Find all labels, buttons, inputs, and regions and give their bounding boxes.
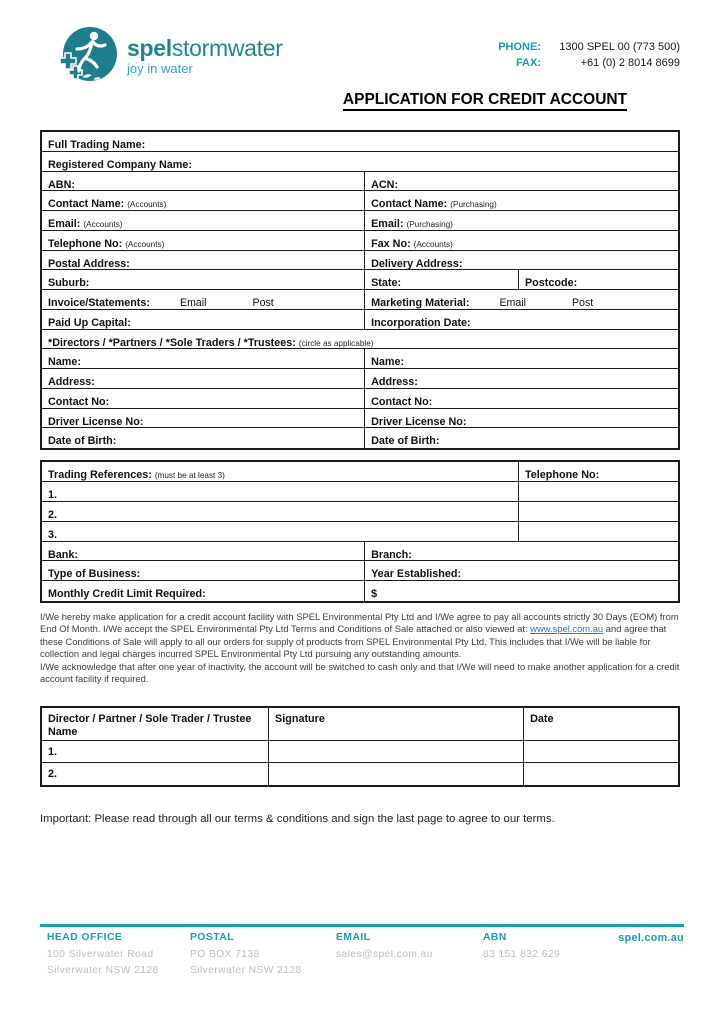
field-director2-address[interactable]: Address: [371,376,418,388]
company-logo [56,25,283,87]
field-abn[interactable]: ABN: [42,172,365,191]
table-row [42,290,678,310]
field-bank[interactable]: Bank: [42,542,365,561]
field-state[interactable]: State: [365,270,519,289]
field-branch[interactable]: Branch: [371,548,412,561]
table-row [42,428,678,448]
footer-email: EMAIL sales@spel.com.au [336,932,433,960]
field-marketing-material: Marketing Material: Email Post [371,297,594,309]
footer-abn-value: 83 151 832 629 [483,949,561,960]
field-signatory-2-signature[interactable] [269,763,524,785]
field-email-accounts[interactable]: Email: (Accounts) [42,211,365,230]
footer-divider [40,924,684,927]
field-suburb[interactable]: Suburb: [42,270,365,289]
field-reference-2[interactable]: 2. [42,502,519,521]
marketing-post-option[interactable]: Post [571,297,594,309]
table-row [42,581,678,601]
trading-references-header: Trading References: (must be at least 3) [42,462,519,481]
field-contact-name-accounts[interactable]: Contact Name: (Accounts) [42,191,365,210]
table-row [42,409,678,429]
logo-wordmark [127,36,283,76]
field-email-purchasing[interactable]: Email: (Purchasing) [371,218,453,230]
table-row [42,561,678,581]
field-signatory-1-name[interactable]: 1. [42,741,269,762]
field-telephone-accounts[interactable]: Telephone No: (Accounts) [42,231,365,250]
footer-abn: ABN 83 151 832 629 [483,932,561,960]
logo-tagline: joy in water [127,61,193,76]
table-row [42,172,678,192]
table-row [42,270,678,290]
table-row [42,542,678,562]
footer-postal: POSTAL PO BOX 7138 Silverwater NSW 2128 [190,932,302,976]
table-row [42,522,678,542]
field-director2-contact-no[interactable]: Contact No: [371,395,433,408]
logo-text-stormwater: stormwater [171,35,283,61]
important-note: Important: Please read through all our terms & conditions and sign the last page to agree to our terms. [40,813,555,825]
field-registered-company-name[interactable]: Registered Company Name: [48,158,192,171]
invoice-post-option[interactable]: Post [252,297,274,309]
field-postal-address[interactable]: Postal Address: [42,251,365,270]
field-incorporation-date[interactable]: Incorporation Date: [371,316,471,329]
references-telephone-header: Telephone No: [525,469,600,481]
field-full-trading-name[interactable]: Full Trading Name: [48,139,146,151]
field-director1-date-of-birth[interactable]: Date of Birth: [42,428,365,448]
table-row [42,369,678,389]
field-reference-1-phone[interactable] [519,482,678,501]
field-signatory-2-name[interactable]: 2. [42,763,269,785]
field-director1-name[interactable]: Name: [42,349,365,368]
table-row [42,251,678,271]
signature-header: Signature [269,708,524,740]
signature-header-row [42,708,678,741]
table-row [42,132,678,152]
directors-section-header: *Directors / *Partners / *Sole Traders / *Trustees: (circle as applicable) [48,336,374,349]
footer-email-value: sales@spel.com.au [336,949,433,960]
table-row [42,389,678,409]
table-row [42,349,678,369]
table-row [42,191,678,211]
invoice-email-option[interactable]: Email [180,297,207,309]
field-delivery-address[interactable]: Delivery Address: [371,257,463,270]
field-reference-1[interactable]: 1. [42,482,519,501]
page-title: APPLICATION FOR CREDIT ACCOUNT [250,91,720,109]
field-reference-2-phone[interactable] [519,502,678,521]
field-monthly-credit-limit[interactable]: Monthly Credit Limit Required: [42,581,365,601]
field-director1-driver-license[interactable]: Driver License No: [42,409,365,428]
spel-website-link[interactable]: www.spel.com.au [530,623,604,635]
field-director2-driver-license[interactable]: Driver License No: [371,415,467,428]
logo-text-spel: spel [127,35,172,61]
fax-label: FAX: [515,57,541,69]
field-contact-name-purchasing[interactable]: Contact Name: (Purchasing) [371,198,497,210]
field-invoice-statements: Invoice/Statements: Email Post [42,290,365,309]
field-director2-date-of-birth[interactable]: Date of Birth: [371,435,440,448]
table-row [42,502,678,522]
table-row [42,741,678,763]
field-reference-3-phone[interactable] [519,522,678,541]
footer-website: spel.com.au [618,932,684,944]
date-header: Date [530,713,554,725]
table-row [42,231,678,251]
field-paid-up-capital[interactable]: Paid Up Capital: [42,310,365,329]
field-signatory-2-date[interactable] [524,763,678,785]
field-credit-limit-amount[interactable]: $ [371,588,378,601]
table-row [42,763,678,785]
signature-table [40,706,680,787]
marketing-email-option[interactable]: Email [499,297,526,309]
field-director1-address[interactable]: Address: [42,369,365,388]
contact-header [498,41,680,69]
table-row [42,462,678,482]
field-year-established[interactable]: Year Established: [371,568,462,581]
table-row [42,330,678,350]
phone-label: PHONE: [498,41,541,53]
footer-head-office: HEAD OFFICE 100 Silverwater Road Silverwater NSW 2128 [47,932,159,976]
field-signatory-1-date[interactable] [524,741,678,762]
phone-value: 1300 SPEL 00 (773 500) [559,41,680,53]
terms-paragraph: I/We hereby make application for a credit account facility with SPEL Environmental Pty Ltd and I/We agree to pay all accounts strictly 30 Days (EOM) from End Of Month. I/We accept the SPEL Environmental Pty Ltd Terms and Conditions of Sale attached or also viewed at: www.spel.com.au and agree that these Conditions of Sale will apply to all our orders for supply of products from SPEL Environmental Pty Ltd. This includes that I/We will be liable for collection and legal charges incurred SPEL Environmental Pty Ltd pursuing any outstanding amounts. I/We acknowledge that after one year of inactivity, the account will be switched to cash only and that I/We will need to make another application for a credit account facility if required. [40,611,680,685]
table-row [42,482,678,502]
field-acn[interactable]: ACN: [371,178,399,191]
field-signatory-1-signature[interactable] [269,741,524,762]
field-director1-contact-no[interactable]: Contact No: [42,389,365,408]
field-postcode[interactable]: Postcode: [524,277,578,289]
fax-value: +61 (0) 2 8014 8699 [580,57,680,69]
table-row [42,310,678,330]
account-details-table [40,130,680,450]
table-row [42,211,678,231]
signature-name-header: Director / Partner / Sole Trader / Trustee Name [42,708,269,740]
table-row [42,152,678,172]
trading-references-table [40,460,680,603]
field-director2-name[interactable]: Name: [371,356,405,368]
spel-logo-icon [56,25,118,87]
field-reference-3[interactable]: 3. [42,522,519,541]
field-type-of-business[interactable]: Type of Business: [42,561,365,580]
field-fax-accounts[interactable]: Fax No: (Accounts) [371,237,453,250]
